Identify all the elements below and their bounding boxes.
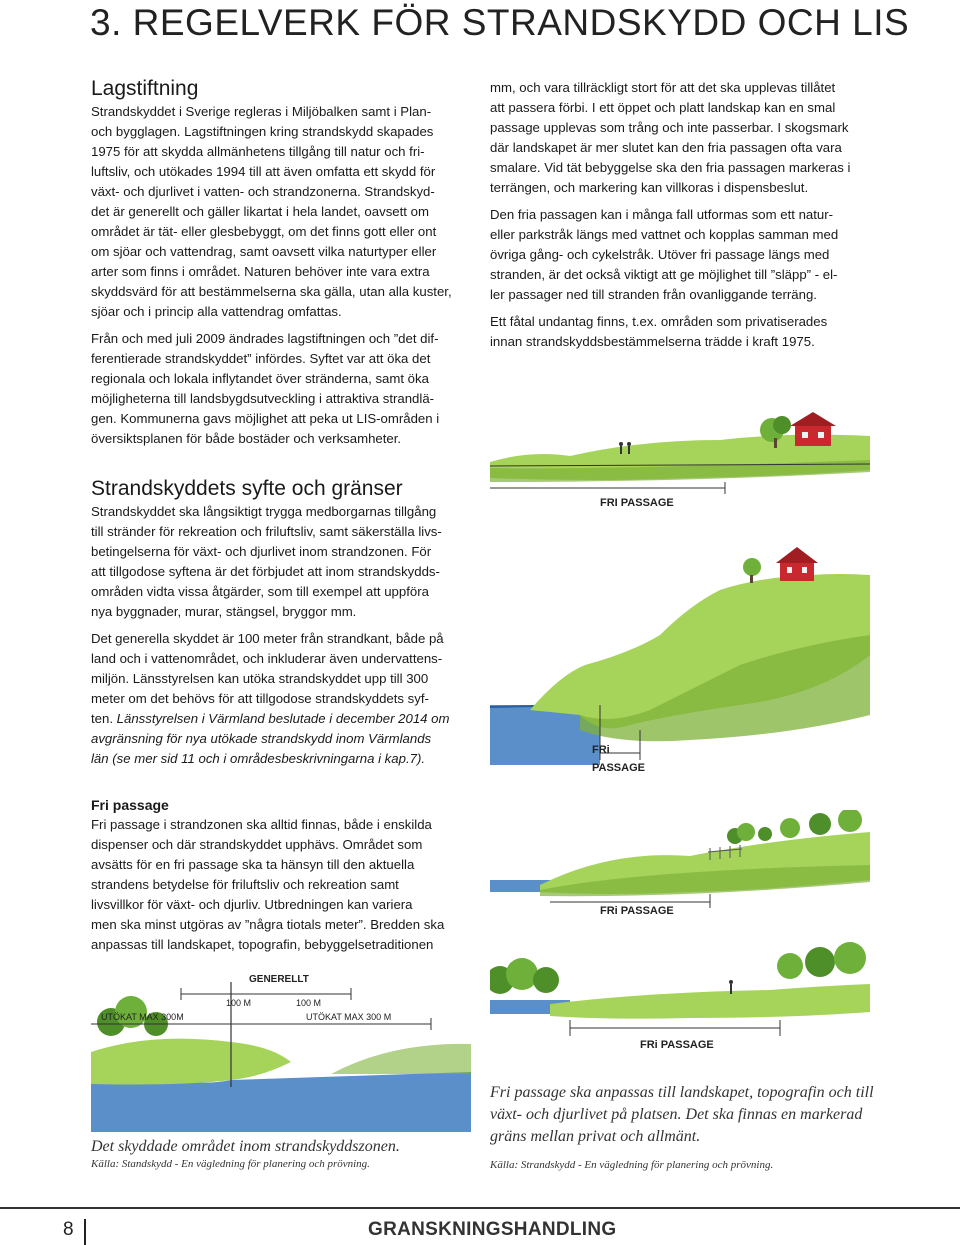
text-line: mm, och vara tillräckligt stort för att det ska upplevas tillåtet (490, 80, 836, 95)
label-generellt: GENERELLT (249, 974, 309, 985)
footer-divider (0, 1207, 960, 1209)
sketch-gentle-hill (490, 810, 870, 920)
text-line: det är generellt och gäller likartat i hela landet, oavsett om (91, 204, 429, 219)
sketch-strandskyddszon (91, 962, 471, 1132)
text-line: arter som finns i området. Naturen behöver inte vara extra (91, 264, 430, 279)
text-line: stranden, är det också viktigt att ge möjlighet till ”släpp” - el- (490, 267, 838, 282)
text-line: ler passager ned till stranden från ovanliggande terräng. (490, 287, 817, 302)
caption-line: växt- och djurlivet på platsen. Det ska finnas en markerad (490, 1106, 863, 1123)
text-line: att passera förbi. I ett öppet och platt landskap kan en smal (490, 100, 836, 115)
text-line: Strandskyddet i Sverige regleras i Miljöbalken samt i Plan- (91, 104, 432, 119)
label-fri-passage: FRI PASSAGE (600, 497, 674, 509)
text-line: passage upplevas som trång och inte passerbar. I skogsmark (490, 120, 849, 135)
text-line: möjligheterna till landsbygdsutveckling i attraktiva strandlä- (91, 391, 435, 406)
house (790, 412, 836, 446)
label-utokat: UTÖKAT MAX 300M (101, 1012, 184, 1022)
paragraph-right-1 (490, 78, 875, 198)
text-line: terrängen, och markering kan villkoras i dispensbeslut. (490, 180, 809, 195)
paragraph-fri-passage (91, 815, 471, 955)
text-line: skyddsvärd för att bestämmelserna ska gälla, utan alla kuster, (91, 284, 452, 299)
text-line: eller parkstråk längs med vattnet och kopplas samman med (490, 227, 839, 242)
paragraph-right-2 (490, 205, 875, 305)
source-right: Källa: Strandskydd - En vägledning för planering och prövning. (490, 1159, 774, 1171)
text-fragment-italic: Länsstyrelsen i Värmland beslutade i december 2014 om (116, 711, 450, 726)
label-utokat: UTÖKAT MAX 300 M (306, 1012, 392, 1022)
page-number: 8 (63, 1219, 74, 1240)
source-left: Källa: Standskydd - En vägledning för planering och prövning. (91, 1158, 370, 1170)
footer-label: GRANSKNINGSHANDLING (368, 1219, 617, 1240)
text-line: Strandskyddet ska långsiktigt trygga medborgarnas tillgång (91, 504, 437, 519)
text-line: 1975 för att skydda allmänhetens tillgång till natur och fri- (91, 144, 425, 159)
text-line: meter om det behövs för att tillgodose strandskyddets syf- (91, 691, 429, 706)
text-line: växt- och djurlivet i vatten- och strandzonerna. Strandskyd- (91, 184, 435, 199)
paragraph-lagstiftning-1 (91, 102, 471, 322)
text-line: Det generella skyddet är 100 meter från strandkant, både på (91, 631, 444, 646)
text-line: Från och med juli 2009 ändrades lagstiftningen och ”det dif- (91, 331, 439, 346)
text-line-italic: avgränsning för nya utökade strandskydd inom Värmlands (91, 731, 432, 746)
text-line: Ett fåtal undantag finns, t.ex. områden som privatiserades (490, 314, 828, 329)
shore-grass (91, 1039, 291, 1085)
text-line: gen. Kommunerna gavs möjlighet att peka ut LIS-områden i (91, 411, 440, 426)
text-line: till stränder för rekreation och friluftsliv, samt säkerställa livs- (91, 524, 442, 539)
label-fri-passage: FRi PASSAGE (600, 905, 674, 917)
house (776, 547, 818, 581)
paragraph-syfte-1 (91, 502, 471, 622)
text-line: smalare. Vid tät bebyggelse ska den fria passagen markeras i (490, 160, 851, 175)
text-line: nya byggnader, murar, stängsel, bryggor mm. (91, 604, 357, 619)
text-line: land och i vattenområdet, och inkluderar även undervattens- (91, 651, 443, 666)
text-line: miljön. Länsstyrelsen kan utöka strandskyddet upp till 300 (91, 671, 429, 686)
tree (743, 558, 761, 583)
section-heading-lagstiftning: Lagstiftning (91, 77, 199, 100)
text-line: men ska minst utgöras av ”några tiotals meter”. Bredden ska (91, 917, 445, 932)
label-fri: FRi (592, 744, 610, 756)
trees (490, 942, 866, 994)
text-line: områden vidta vissa åtgärder, som till exempel att uppföra (91, 584, 429, 599)
text-line: regionala och lokala inflytandet över stränderna, samt öka (91, 371, 429, 386)
shore-grass (550, 984, 870, 1019)
paragraph-lagstiftning-2 (91, 329, 471, 449)
text-line: ferentierade strandskyddet” infördes. Syftet var att öka det (91, 351, 431, 366)
text-line: övriga gång- och cykelstråk. Utöver fri passage längs med (490, 247, 830, 262)
section-heading-syfte: Strandskyddets syfte och gränser (91, 477, 403, 500)
text-line: sjöar och i princip alla vattendrag omfattas. (91, 304, 342, 319)
text-line: Den fria passagen kan i många fall utformas som ett natur- (490, 207, 834, 222)
text-line: dispenser och där strandskyddet upphävs. Området som (91, 837, 423, 852)
label-fri-passage: FRi PASSAGE (640, 1039, 714, 1051)
caption-right (490, 1082, 874, 1148)
text-line: om sjöar och vattendrag, samt oavsett vilka naturtyper eller (91, 244, 437, 259)
text-line: livsvillkor för växt- och djurliv. Utbredningen kan variera (91, 897, 413, 912)
label-passage: PASSAGE (592, 762, 645, 774)
text-line: där landskapet är mer slutet kan den fria passagen ofta vara (490, 140, 842, 155)
label-100m: 100 M (296, 998, 322, 1008)
text-line: anpassas till landskapet, topografin, bebyggelsetraditionen (91, 937, 434, 952)
label-100m: 100 M (226, 998, 252, 1008)
text-line: avsätts för en fri passage ska ta hänsyn till den aktuella (91, 857, 415, 872)
text-line: området är tät- eller glesbebyggt, om det finns gott eller ont (91, 224, 437, 239)
sketch-steep-slope (490, 535, 870, 780)
text-line: och bygglagen. Lagstiftningen kring strandskydd skapades (91, 124, 434, 139)
page-title: 3. REGELVERK FÖR STRANDSKYDD OCH LIS (90, 2, 910, 43)
text-line: luftsliv, och utökades 1994 till att även omfatta ett skydd för (91, 164, 436, 179)
text-line (91, 709, 471, 729)
text-line: strandens betydelse för friluftsliv och rekreation samt (91, 877, 399, 892)
text-line: betingelserna för växt- och djurlivet inom strandzonen. För (91, 544, 432, 559)
text-fragment: ten. (91, 711, 117, 726)
text-line: Fri passage i strandzonen ska alltid finnas, både i enskilda (91, 817, 432, 832)
sketch-flat-landscape (490, 410, 870, 520)
caption-line: gräns mellan privat och allmänt. (490, 1128, 701, 1145)
caption-line: Fri passage ska anpassas till landskapet, topografin och till (490, 1084, 874, 1101)
sketch-flat-shore (490, 940, 870, 1055)
page-number-bar (84, 1219, 86, 1245)
section-heading-fri-passage: Fri passage (91, 797, 169, 813)
paragraph-right-3 (490, 312, 875, 352)
text-line: översiktsplanen för både bostäder och verksamheter. (91, 431, 402, 446)
text-line: att tillgodose syftena är det förbjudet att inom strandskydds- (91, 564, 440, 579)
paragraph-syfte-2 (91, 629, 471, 769)
left-column (91, 76, 471, 955)
text-line-italic: län (se mer sid 11 och i områdesbeskrivningarna i kap.7). (91, 751, 425, 766)
text-line: innan strandskyddsbestämmelserna trädde i kraft 1975. (490, 334, 815, 349)
right-column (490, 78, 875, 352)
caption-left: Det skyddade området inom strandskyddszonen. (91, 1138, 400, 1155)
